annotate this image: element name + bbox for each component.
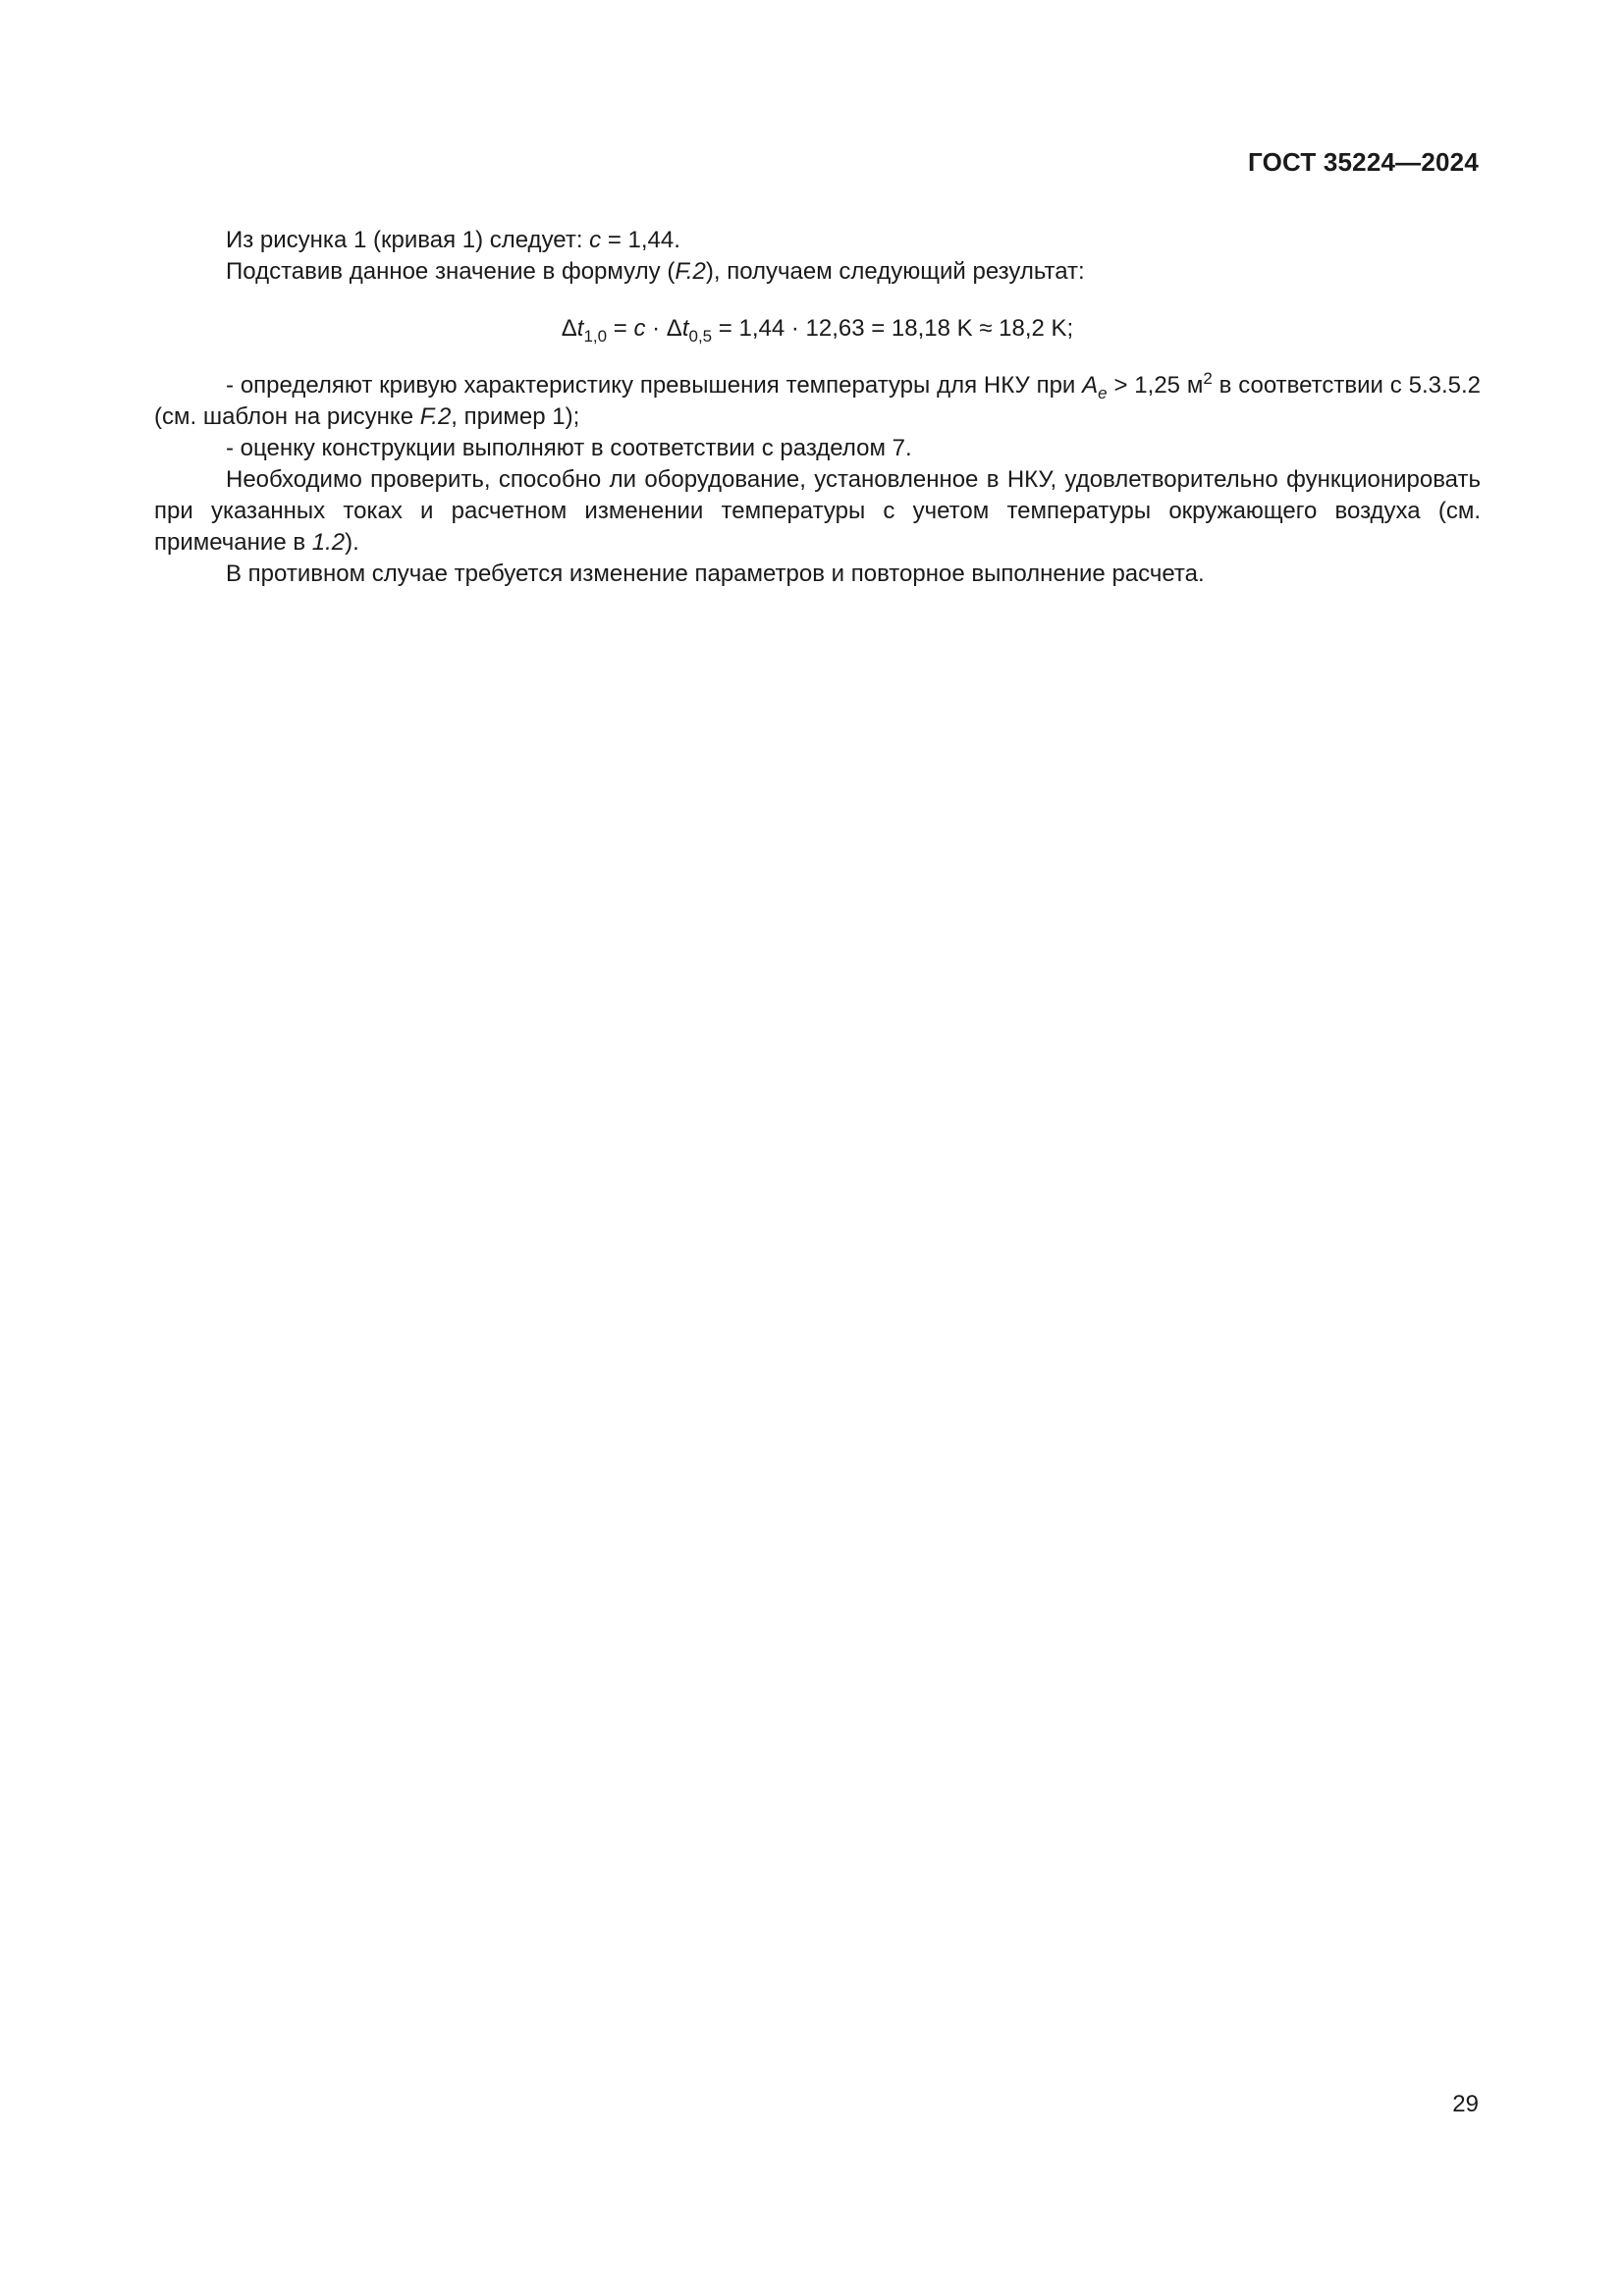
paragraph-design-evaluation: - оценку конструкции выполняют в соответствии с разделом 7. <box>226 435 912 461</box>
formula-delta-t: $\Delta t_{1,0} = c \cdot \Delta t_{0,5} = 1,44 \cdot 12,63 = 18,18$ K ≈ 18,2 K; <box>561 315 1074 346</box>
paragraph-otherwise: В противном случае требуется изменение параметров и повторное выполнение расчета. <box>226 561 1205 587</box>
paragraph-curve-characteristic: - определяют кривую характеристику превышения температуры для НКУ при $A_e > 1,25$ $м^2$ в соответствии с 5.3.5.2 (см. шаблон на рисунке F.2, пример 1); <box>154 369 1481 430</box>
standard-code: ГОСТ 35224—2024 <box>1248 147 1479 177</box>
document-body <box>154 225 1481 590</box>
page-number: 29 <box>1452 2091 1479 2117</box>
paragraph-equipment-check: Необходимо проверить, способно ли оборудование, установленное в НКУ, удовлетворительно функционировать при указанных токах и расчетном изменении температуры с учетом температуры окружающего воздуха (см. примечание в 1.2). <box>154 466 1481 556</box>
paragraph-substitution: Подставив данное значение в формулу (F.2), получаем следующий результат: <box>226 258 1085 285</box>
paragraph-curve-result: Из рисунка 1 (кривая 1) следует: c = 1,44. <box>226 227 680 253</box>
